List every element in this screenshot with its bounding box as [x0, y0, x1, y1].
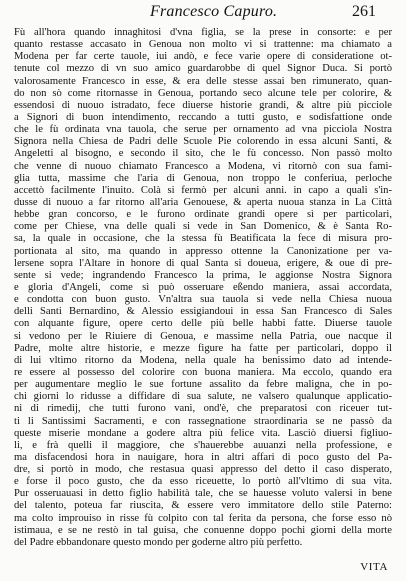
text-line: Modena per far certe tauole, iui andò, e fece varie opere di consideratione ot- [14, 51, 392, 63]
text-line: valorosamente Francesco in esse, & era delle stesse assai ben rimunerato, quan- [14, 75, 392, 87]
text-line: sa, la quale in occasione, che la stessa fù Beatificata la fece di misura pro- [14, 233, 392, 245]
text-line: re essere al possesso del colorire con buona maniera. Ma eccolo, quando era [14, 366, 392, 378]
text-line: e gloria d'Angeli, come sì può osseruare eßendo maniera, assai accordata, [14, 281, 392, 293]
text-line: Signora nella Chiesa de Padri delle Scuole Pie colorendo in essa alcuni Santi, & [14, 136, 392, 148]
text-line: dusse di nuouo a far ritorno all'aria Genouese, & aperta nuoua stanza in La Città [14, 196, 392, 208]
page-number: 261 [352, 3, 376, 20]
text-line: essendosi di nuouo istradato, fece diuerse historie grandi, & altre più picciole [14, 99, 392, 111]
text-line: do non sò come ritornasse in Genoua, portando seco alcune tele per colorire, & [14, 87, 392, 99]
text-line: e forse il poco gusto, che da esso riceuette, lo portò all'vltimo di sua vita. [14, 476, 392, 488]
text-line: lersene sopra l'Altare in honore di qual Santa si doueua, erigere, & oue di pre- [14, 257, 392, 269]
text-line: di lui vltimo ritorno da Modena, nella quale ha benissimo dato ad intende- [14, 354, 392, 366]
text-line: glia tutta, massime che l'aria di Genoua, non troppo le conferiua, perloche [14, 172, 392, 184]
text-line: che venne di nuouo chiamato Francesco a Modena, vi ritornò con sua fami- [14, 160, 392, 172]
text-line: per augumentare meglio le sue fortune assalito da febre maligna, che in po- [14, 379, 392, 391]
catchword: VITA [360, 561, 388, 573]
body-text [14, 27, 392, 549]
text-line: del Padre ebbandonare questo mondo per goderne altro più perfetto. [14, 536, 303, 548]
text-line: sente si vede; ingrandendo Francesco la prima, le aggionse Nostra Signora [14, 269, 392, 281]
text-line: come per Chiese, vna delle quali si vede in San Domenico, & è Santa Ro- [14, 221, 392, 233]
running-head-title: Francesco Capuro. [150, 3, 278, 20]
text-line: istimaua, e se ne restò in tal guisa, che conuenne doppo pochi giorni della morte [14, 524, 392, 536]
text-line: si vedono per le Riuiere di Genoua, e massime nella Patria, oue nacque il [14, 330, 392, 342]
text-line: tenute col mezzo di vn suo amico guardarobbe di quel Signor Duca. Si portò [14, 63, 392, 75]
text-line: li, e frà quelli il maggiore, che s'hauerebbe auuanzi nella professione, e [14, 439, 392, 451]
text-line: queste miserie mondane a godere altra più felice vita. Lasciò diuersi figliuo- [14, 427, 392, 439]
text-line: ti li Santissimi Sacramenti, e con rassegnatione straordinaria se ne passò da [14, 415, 392, 427]
text-line: portionata al sito, ma quando in appresso ottenne la Canonizatione per va- [14, 245, 392, 257]
text-line: e condotta con buon gusto. Vn'altra sua tauola si vede nella Chiesa nuoua [14, 294, 392, 306]
text-line: hebbe gran concorso, e le furono ordinate grandi opere sì per particolari, [14, 209, 392, 221]
text-line: chi giorni lo ridusse a diffidare di sua salute, ne valsero qualunque applicatio- [14, 391, 392, 403]
text-line: quanto restasse accasato in Genoua non molto vi si trattenne: ma chiamato a [14, 39, 392, 51]
text-line: Fù all'hora quando innaghitosi d'vna figlia, se la prese in consorte: e per [14, 27, 392, 38]
text-line: ma colto improuiso in risse fù colpito con tal ferita da persona, che forse esso nò [14, 512, 392, 524]
text-line: Padre, molte altre historie, e mezze figure ha fatte per particolari, doppo il [14, 342, 392, 354]
text-line: che le fù ordinata vna tauola, che serue per ornamento ad vna picciola Nostra [14, 124, 392, 136]
text-line: accettò facilmente l'inuito. Colà si fermò per alcuni anni. in capo a quali s'in- [14, 184, 392, 196]
text-line: ma disfacendosi hora in nauigare, hora in altri affari di poco gusto del Pa- [14, 451, 392, 463]
text-line: con alquante figure, opere certo delle più belle habbi fatte. Diuerse tauole [14, 318, 392, 330]
text-line: ni di rimedij, che tutti furono vani, ond'è, che preparatosi con riceuer tut- [14, 403, 392, 415]
text-line: a Signori di buon intendimento, reccando a tutti gusto, e sodisfattione onde [14, 111, 392, 123]
text-line: Angeletti al bisogno, e secondo il sito, che le fù concesso. Non passò molto [14, 148, 392, 160]
text-line: delli Santi Bernardino, & Alessio essigiandoui in essa San Francesco di Sales [14, 306, 392, 318]
running-head [0, 3, 406, 25]
text-line: dre, si portò in modo, che restasua quasi appresso del detto il caso disperato, [14, 464, 392, 476]
text-line: Pur osseruauasi in detto figlio habilità tale, che se hauesse voluto valersi in bene [14, 488, 392, 500]
text-line: del talento, poteua far riuscita, & essere vero immitatore dello stile Paterno: [14, 500, 392, 512]
